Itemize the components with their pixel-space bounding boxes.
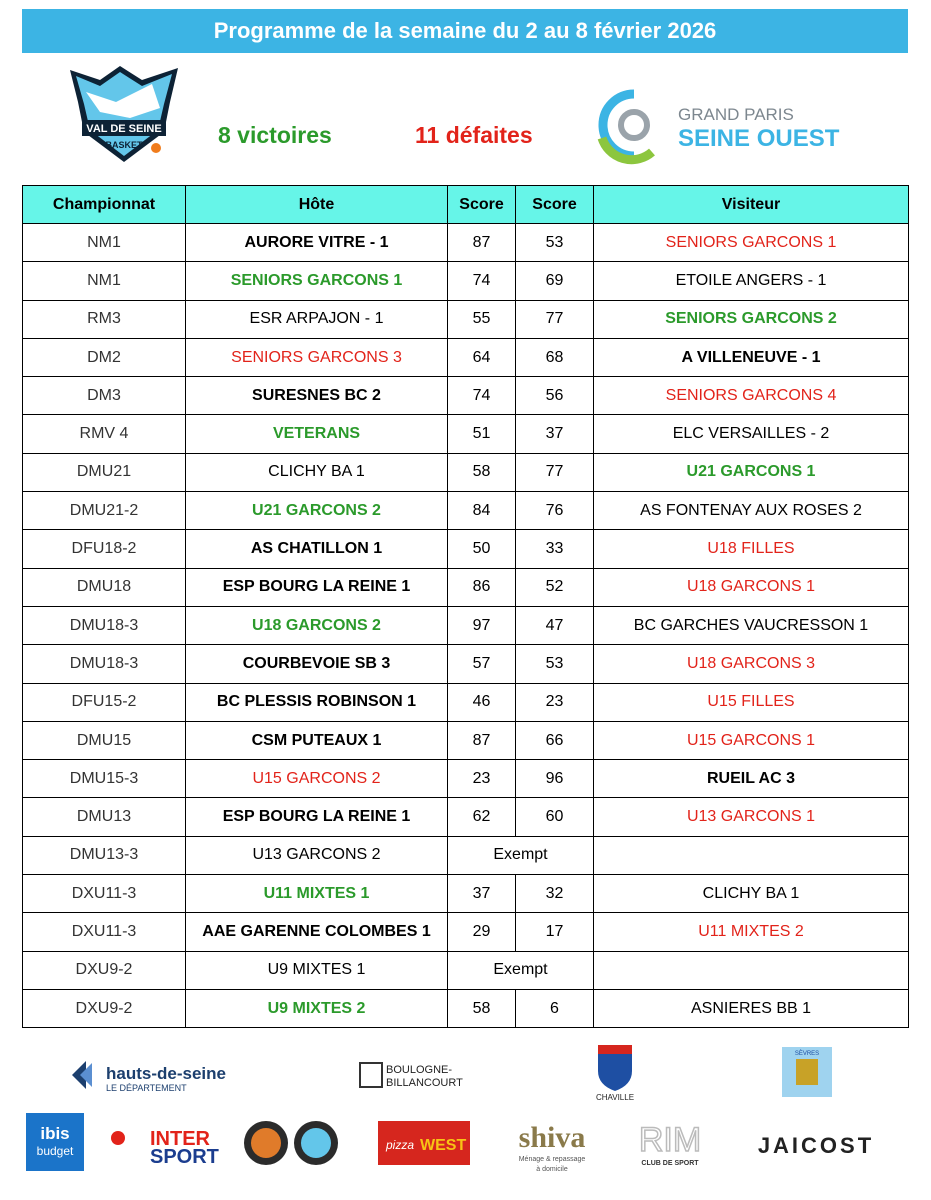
score-home-cell: 37 [448, 875, 516, 913]
chaville-logo [596, 1045, 634, 1102]
championnat-cell: DM2 [23, 338, 186, 376]
host-cell: U9 MIXTES 1 [186, 951, 448, 989]
host-cell: SENIORS GARCONS 3 [186, 338, 448, 376]
visitor-cell: U15 GARCONS 1 [594, 721, 909, 759]
championnat-cell: DXU9-2 [23, 989, 186, 1027]
championnat-cell: DM3 [23, 377, 186, 415]
score-home-cell: 86 [448, 568, 516, 606]
championnat-cell: DXU11-3 [23, 875, 186, 913]
score-away-cell: 66 [516, 721, 594, 759]
partner-logo-line1: GRAND PARIS [678, 105, 794, 124]
header-hote: Hôte [186, 186, 448, 224]
visitor-cell: BC GARCHES VAUCRESSON 1 [594, 606, 909, 644]
championnat-cell: DMU18-3 [23, 606, 186, 644]
championnat-cell: DMU21 [23, 453, 186, 491]
score-home-cell: 46 [448, 683, 516, 721]
host-cell: ESP BOURG LA REINE 1 [186, 568, 448, 606]
score-away-cell: 69 [516, 262, 594, 300]
score-away-cell: 23 [516, 683, 594, 721]
table-row [23, 989, 909, 1027]
exempt-cell: Exempt [448, 951, 594, 989]
visitor-cell: SENIORS GARCONS 4 [594, 377, 909, 415]
score-away-cell: 47 [516, 606, 594, 644]
score-home-cell: 62 [448, 798, 516, 836]
visitor-cell: U18 GARCONS 1 [594, 568, 909, 606]
sponsors-strip [0, 1035, 931, 1195]
header-score-away: Score [516, 186, 594, 224]
boulogne-billancourt-logo [360, 1063, 463, 1089]
host-cell: U21 GARCONS 2 [186, 492, 448, 530]
host-cell: BC PLESSIS ROBINSON 1 [186, 683, 448, 721]
score-home-cell: 74 [448, 262, 516, 300]
host-cell: CSM PUTEAUX 1 [186, 721, 448, 759]
pizza-west-logo [378, 1121, 470, 1165]
svg-text:LE DÉPARTEMENT: LE DÉPARTEMENT [106, 1083, 187, 1093]
visitor-cell: RUEIL AC 3 [594, 760, 909, 798]
club-logo-line2: BASKET [105, 140, 143, 150]
shiva-logo [519, 1121, 586, 1173]
svg-text:shiva: shiva [518, 1121, 586, 1154]
score-away-cell: 6 [516, 989, 594, 1027]
table-row [23, 836, 909, 874]
header-visiteur: Visiteur [594, 186, 909, 224]
hauts-de-seine-logo [72, 1061, 226, 1093]
championnat-cell: DMU18-3 [23, 645, 186, 683]
svg-text:INTER: INTER [150, 1128, 210, 1150]
championnat-cell: NM1 [23, 224, 186, 262]
host-cell: U13 GARCONS 2 [186, 836, 448, 874]
championnat-cell: RM3 [23, 300, 186, 338]
score-home-cell: 87 [448, 224, 516, 262]
svg-text:BOULOGNE-: BOULOGNE- [386, 1064, 453, 1076]
rim-club-logo [639, 1121, 701, 1167]
table-row [23, 453, 909, 491]
score-away-cell: 37 [516, 415, 594, 453]
results-table [22, 185, 909, 1028]
table-row [23, 492, 909, 530]
score-away-cell: 56 [516, 377, 594, 415]
svg-text:budget: budget [36, 1144, 74, 1158]
svg-text:SÈVRES: SÈVRES [794, 1051, 820, 1057]
visitor-cell: A VILLENEUVE - 1 [594, 338, 909, 376]
score-home-cell: 87 [448, 721, 516, 759]
svg-text:JAICOST: JAICOST [757, 1133, 875, 1158]
score-away-cell: 52 [516, 568, 594, 606]
score-home-cell: 84 [448, 492, 516, 530]
score-home-cell: 55 [448, 300, 516, 338]
table-row [23, 913, 909, 951]
championnat-cell: DFU15-2 [23, 683, 186, 721]
table-row [23, 798, 909, 836]
score-home-cell: 57 [448, 645, 516, 683]
table-row [23, 721, 909, 759]
table-row [23, 568, 909, 606]
table-row [23, 606, 909, 644]
table-header-row [23, 186, 909, 224]
svg-text:BILLANCOURT: BILLANCOURT [386, 1077, 463, 1089]
visitor-cell: AS FONTENAY AUX ROSES 2 [594, 492, 909, 530]
page-title: Programme de la semaine du 2 au 8 février 2026 [213, 18, 717, 43]
visitor-cell: CLICHY BA 1 [594, 875, 909, 913]
visitor-cell: SENIORS GARCONS 1 [594, 224, 909, 262]
visitor-cell: U15 FILLES [594, 683, 909, 721]
table-row [23, 951, 909, 989]
host-cell: COURBEVOIE SB 3 [186, 645, 448, 683]
championnat-cell: RMV 4 [23, 415, 186, 453]
score-away-cell: 96 [516, 760, 594, 798]
score-home-cell: 97 [448, 606, 516, 644]
club-badges [244, 1121, 338, 1165]
visitor-cell: ETOILE ANGERS - 1 [594, 262, 909, 300]
championnat-cell: DMU13-3 [23, 836, 186, 874]
score-away-cell: 32 [516, 875, 594, 913]
title-banner [22, 9, 908, 53]
host-cell: VETERANS [186, 415, 448, 453]
table-row [23, 415, 909, 453]
score-home-cell: 51 [448, 415, 516, 453]
score-away-cell: 76 [516, 492, 594, 530]
exempt-cell: Exempt [448, 836, 594, 874]
score-home-cell: 23 [448, 760, 516, 798]
host-cell: U15 GARCONS 2 [186, 760, 448, 798]
svg-text:ibis: ibis [40, 1124, 70, 1143]
score-away-cell: 68 [516, 338, 594, 376]
table-row [23, 262, 909, 300]
visitor-cell: U11 MIXTES 2 [594, 913, 909, 951]
svg-text:à domicile: à domicile [536, 1166, 568, 1173]
score-away-cell: 60 [516, 798, 594, 836]
svg-text:hauts-de-seine: hauts-de-seine [106, 1064, 226, 1083]
svg-text:pizza: pizza [386, 1138, 415, 1152]
partner-logo [598, 90, 840, 160]
table-row [23, 760, 909, 798]
championnat-cell: DMU21-2 [23, 492, 186, 530]
basketball-icon [151, 143, 161, 153]
header-championnat: Championnat [23, 186, 186, 224]
club-logo [60, 62, 188, 166]
visitor-cell: ASNIERES BB 1 [594, 989, 909, 1027]
championnat-cell: DMU15 [23, 721, 186, 759]
score-home-cell: 74 [448, 377, 516, 415]
championnat-cell: DXU9-2 [23, 951, 186, 989]
championnat-cell: DFU18-2 [23, 530, 186, 568]
host-cell: U9 MIXTES 2 [186, 989, 448, 1027]
visitor-cell [594, 951, 909, 989]
host-cell: SURESNES BC 2 [186, 377, 448, 415]
wins-count: 8 victoires [218, 122, 332, 148]
visitor-cell: U18 GARCONS 3 [594, 645, 909, 683]
table-row [23, 530, 909, 568]
table-row [23, 645, 909, 683]
score-away-cell: 77 [516, 453, 594, 491]
championnat-cell: NM1 [23, 262, 186, 300]
score-home-cell: 50 [448, 530, 516, 568]
visitor-cell: U21 GARCONS 1 [594, 453, 909, 491]
jaicost-logo [758, 1133, 874, 1158]
score-away-cell: 33 [516, 530, 594, 568]
host-cell: ESR ARPAJON - 1 [186, 300, 448, 338]
score-away-cell: 17 [516, 913, 594, 951]
intersport-logo [111, 1128, 219, 1168]
host-cell: U18 GARCONS 2 [186, 606, 448, 644]
sevres-logo [782, 1047, 832, 1097]
championnat-cell: DXU11-3 [23, 913, 186, 951]
visitor-cell: SENIORS GARCONS 2 [594, 300, 909, 338]
visitor-cell: U18 FILLES [594, 530, 909, 568]
table-row [23, 377, 909, 415]
championnat-cell: DMU15-3 [23, 760, 186, 798]
score-home-cell: 58 [448, 989, 516, 1027]
table-row [23, 338, 909, 376]
table-row [23, 875, 909, 913]
losses-count: 11 défaites [415, 122, 533, 148]
host-cell: SENIORS GARCONS 1 [186, 262, 448, 300]
ibis-budget-logo [26, 1113, 84, 1171]
svg-text:WEST: WEST [420, 1137, 467, 1154]
partner-logo-line2: SEINE OUEST [678, 125, 840, 152]
host-cell: AURORE VITRE - 1 [186, 224, 448, 262]
score-home-cell: 58 [448, 453, 516, 491]
svg-text:RIM: RIM [638, 1121, 702, 1159]
svg-text:CHAVILLE: CHAVILLE [595, 1093, 635, 1102]
table-row [23, 683, 909, 721]
championnat-cell: DMU18 [23, 568, 186, 606]
svg-text:Ménage & repassage: Ménage & repassage [518, 1156, 586, 1163]
visitor-cell: ELC VERSAILLES - 2 [594, 415, 909, 453]
score-away-cell: 53 [516, 645, 594, 683]
table-row [23, 300, 909, 338]
table-row [23, 224, 909, 262]
visitor-cell: U13 GARCONS 1 [594, 798, 909, 836]
club-logo-line1: VAL DE SEINE [86, 123, 162, 135]
svg-text:CLUB DE SPORT: CLUB DE SPORT [641, 1160, 699, 1167]
visitor-cell [594, 836, 909, 874]
score-home-cell: 64 [448, 338, 516, 376]
host-cell: AS CHATILLON 1 [186, 530, 448, 568]
header-score-home: Score [448, 186, 516, 224]
svg-text:SPORT: SPORT [150, 1146, 219, 1168]
host-cell: CLICHY BA 1 [186, 453, 448, 491]
host-cell: ESP BOURG LA REINE 1 [186, 798, 448, 836]
championnat-cell: DMU13 [23, 798, 186, 836]
host-cell: AAE GARENNE COLOMBES 1 [186, 913, 448, 951]
score-away-cell: 77 [516, 300, 594, 338]
host-cell: U11 MIXTES 1 [186, 875, 448, 913]
score-away-cell: 53 [516, 224, 594, 262]
score-home-cell: 29 [448, 913, 516, 951]
